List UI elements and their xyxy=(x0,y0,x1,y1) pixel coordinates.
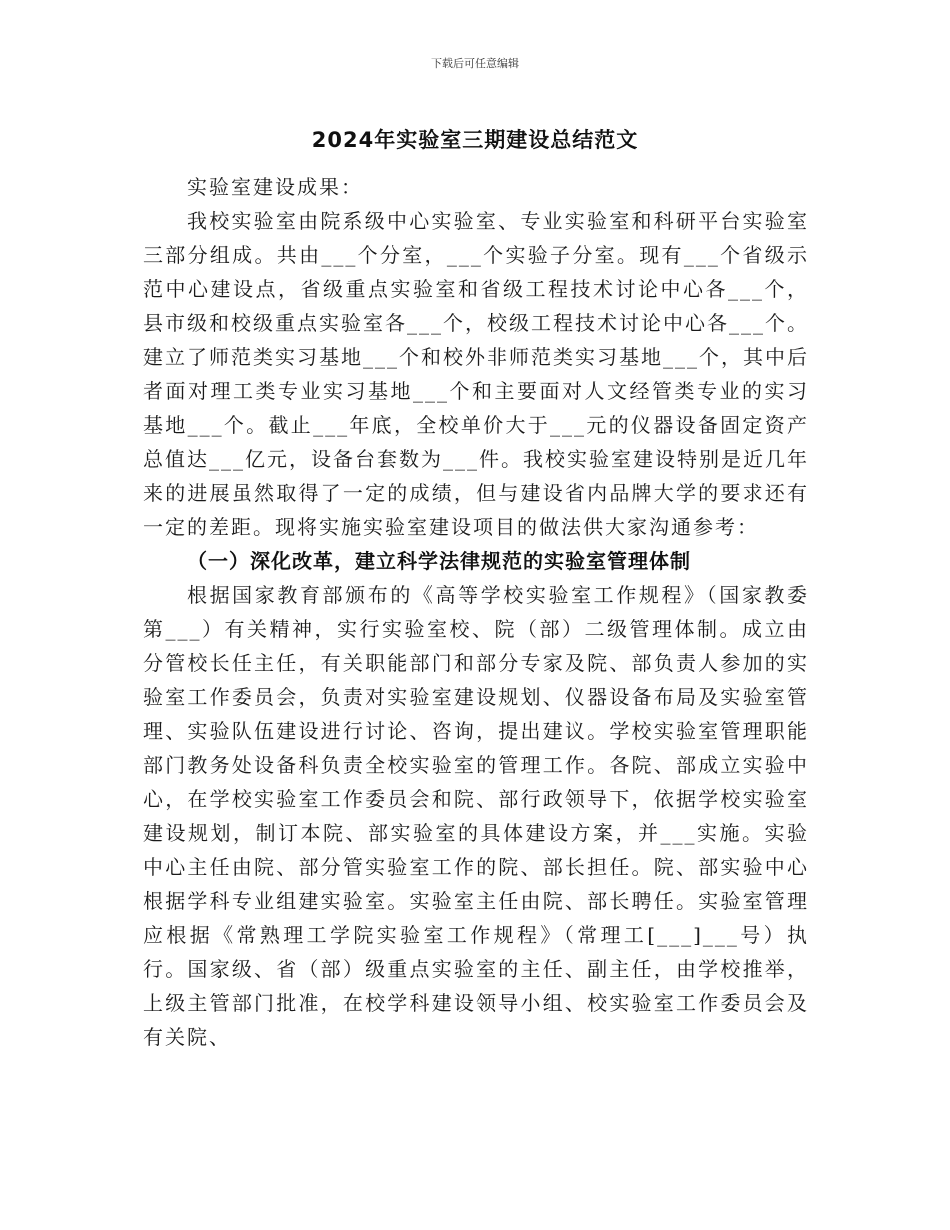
section-label: 实验室建设成果： xyxy=(187,175,363,199)
download-note: 下载后可任意编辑 xyxy=(431,57,519,70)
section-heading: （一）深化改革，建立科学法律规范的实验室管理体制 xyxy=(187,549,691,573)
document-body xyxy=(143,170,809,1054)
paragraph-management: 根据国家教育部颁布的《高等学校实验室工作规程》（国家教委第___）有关精神，实行实验室校、院（部）二级管理体制。成立由分管校长任主任，有关职能部门和部分专家及院、部负责人参加的实验室工作委员会，负责对实验室建设规划、仪器设备布局及实验室管理、实验队伍建设进行讨论、咨询，提出建议。学校实验室管理职能部门教务处设备科负责全校实验室的管理工作。各院、部成立实验中心，在学校实验室工作委员会和院、部行政领导下，依据学校实验室建设规划，制订本院、部实验室的具体建设方案，并___实施。实验中心主任由院、部分管实验室工作的院、部长担任。院、部实验中心根据学科专业组建实验室。实验室主任由院、部长聘任。实验室管理应根据《常熟理工学院实验室工作规程》（常理工[___]___号）执行。国家级、省（部）级重点实验室的主任、副主任，由学校推举，上级主管部门批准，在校学科建设领导小组、校实验室工作委员会及有关院、 xyxy=(143,583,809,1049)
paragraph-intro: 我校实验室由院系级中心实验室、专业实验室和科研平台实验室三部分组成。共由___个分室，___个实验子分室。现有___个省级示范中心建设点，省级重点实验室和省级工程技术讨论中心各___个，县市级和校级重点实验室各___个，校级工程技术讨论中心各___个。建立了师范类实习基地___个和校外非师范类实习基地___个，其中后者面对理工类专业实习基地___个和主要面对人文经管类专业的实习基地___个。截止___年底，全校单价大于___元的仪器设备固定资产总值达___亿元，设备台套数为___件。我校实验室建设特别是近几年来的进展虽然取得了一定的成绩，但与建设省内品牌大学的要求还有一定的差距。现将实施实验室建设项目的做法供大家沟通参考： xyxy=(143,209,809,539)
document-title: 2024年实验室三期建设总结范文 xyxy=(311,128,639,152)
